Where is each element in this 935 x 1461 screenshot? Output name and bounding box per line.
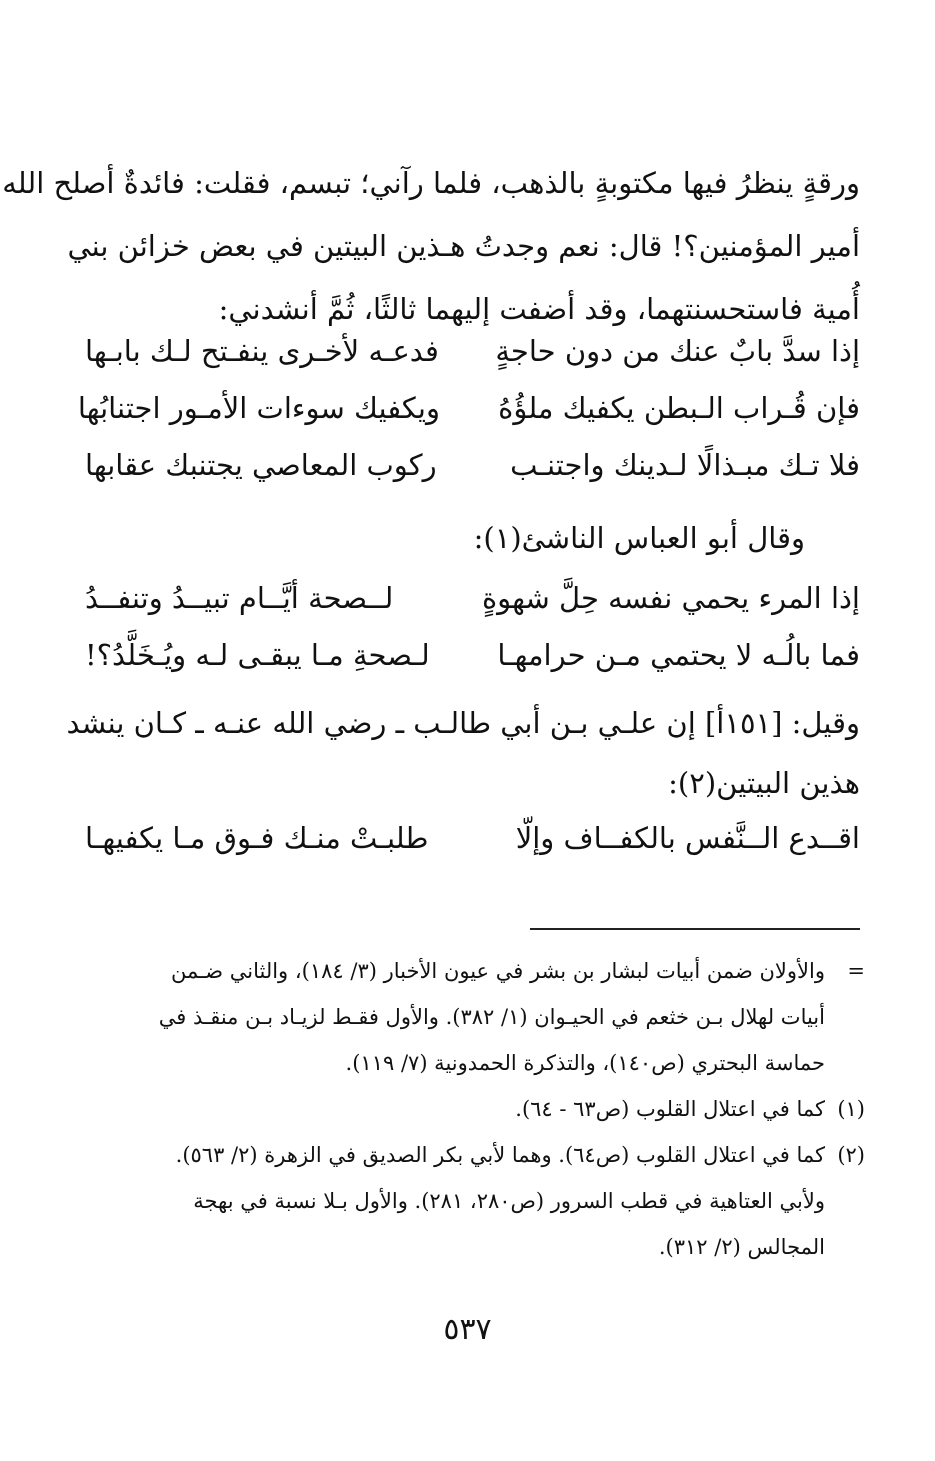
verse-line xyxy=(85,437,860,494)
paragraph-3 xyxy=(66,693,860,813)
verse-block-2 xyxy=(85,570,860,684)
verse-block-1 xyxy=(77,323,860,494)
verse-first-hemistich: إذا المرء يحمي نفسه حِلَّ شهوةٍ xyxy=(481,581,860,615)
verse-second-hemistich: لــصحة أيَّــام تبيــدُ وتنفــدُ xyxy=(85,581,394,615)
verse-second-hemistich: لـصحةِ مـا يبقـى لـه ويُـخَلَّدُ؟! xyxy=(85,638,430,672)
footnote-line: والأولان ضمن أبيات لبشار بن بشر في عيون الأخبار (٣/ ١٨٤)، والثاني ضـمن xyxy=(170,959,825,983)
verse-line xyxy=(85,810,860,867)
footnote xyxy=(85,1086,865,1132)
footnote-text xyxy=(85,1132,825,1270)
verse-first-hemistich: اقــدع الــنَّفس بالكفــاف وإلّا xyxy=(515,821,860,855)
page-number: ٥٣٧ xyxy=(443,1312,492,1347)
footnote-line: المجالس (٢/ ٣١٢). xyxy=(658,1235,825,1259)
paragraph-line: وقيل: [١٥١أ] إن علـي بـن أبي طالـب ـ رضي الله عنـه ـ كـان ينشد xyxy=(66,706,860,740)
verse-first-hemistich: إذا سدَّ بابٌ عنك من دون حاجةٍ xyxy=(495,334,860,368)
verse-line xyxy=(85,323,860,380)
verse-line xyxy=(85,570,860,627)
footnote-line: أبيات لهلال بـن خثعم في الحيـوان (١/ ٣٨٢). والأول فقـط لزيـاد بـن منقـذ في xyxy=(158,1005,825,1029)
footnote-mark: = xyxy=(847,959,865,983)
verse-block-3 xyxy=(85,810,860,867)
verse-line xyxy=(85,627,860,684)
footnote-line: حماسة البحتري (ص١٤٠)، والتذكرة الحمدونية (٧/ ١١٩). xyxy=(345,1051,825,1075)
footnote-mark: (٢) xyxy=(837,1143,865,1167)
verse-second-hemistich: ركوب المعاصي يجتنبك عقابها xyxy=(85,448,437,482)
footnote-text xyxy=(85,948,825,1086)
footnote-mark: (١) xyxy=(837,1097,865,1121)
paragraph-line: هذين البيتين(٢): xyxy=(668,766,860,800)
verse-first-hemistich: فما بالُـه لا يحتمي مـن حرامهـا xyxy=(497,638,860,672)
footnotes xyxy=(85,948,865,1270)
footnote-line: كما في اعتلال القلوب (ص٦٣ - ٦٤). xyxy=(515,1097,825,1121)
verse-first-hemistich: فإن قُـراب الـبطن يكفيك ملؤُهُ xyxy=(498,391,860,425)
footnote xyxy=(85,948,865,1086)
verse-introduction: وقال أبو العباس الناشئ(١): xyxy=(473,521,805,555)
footnote xyxy=(85,1132,865,1270)
paragraph-1 xyxy=(2,152,860,341)
verse-line xyxy=(77,380,860,437)
footnote-line: كما في اعتلال القلوب (ص٦٤). وهما لأبي بكر الصديق في الزهرة (٢/ ٥٦٣). xyxy=(175,1143,825,1167)
footnote-text xyxy=(85,1086,825,1132)
verse-second-hemistich: فدعـه لأخـرى ينفـتح لـك بابـها xyxy=(85,334,439,368)
paragraph-line: ورقةٍ ينظرُ فيها مكتوبةٍ بالذهب، فلما رآني؛ تبسم، فقلت: فائدةٌ أصلح الله xyxy=(2,166,860,200)
verse-second-hemistich: ويكفيك سوءات الأمـور اجتنابُها xyxy=(77,391,440,425)
paragraph-line: أمير المؤمنين؟! قال: نعم وجدتُ هـذين البيتين في بعض خزائن بني xyxy=(67,229,860,263)
verse-second-hemistich: طلبـتْ منـك فـوق مـا يكفيهـا xyxy=(85,821,429,855)
paragraph-line: أُمية فاستحسنتهما، وقد أضفت إليهما ثالثًا، ثُمَّ أنشدني: xyxy=(218,292,860,326)
footnote-separator xyxy=(530,928,860,930)
footnote-line: ولأبي العتاهية في قطب السرور (ص٢٨٠، ٢٨١). والأول بـلا نسبة في بهجة xyxy=(193,1189,825,1213)
verse-first-hemistich: فلا تـك مبـذالًا لـدينك واجتنـب xyxy=(510,448,860,482)
